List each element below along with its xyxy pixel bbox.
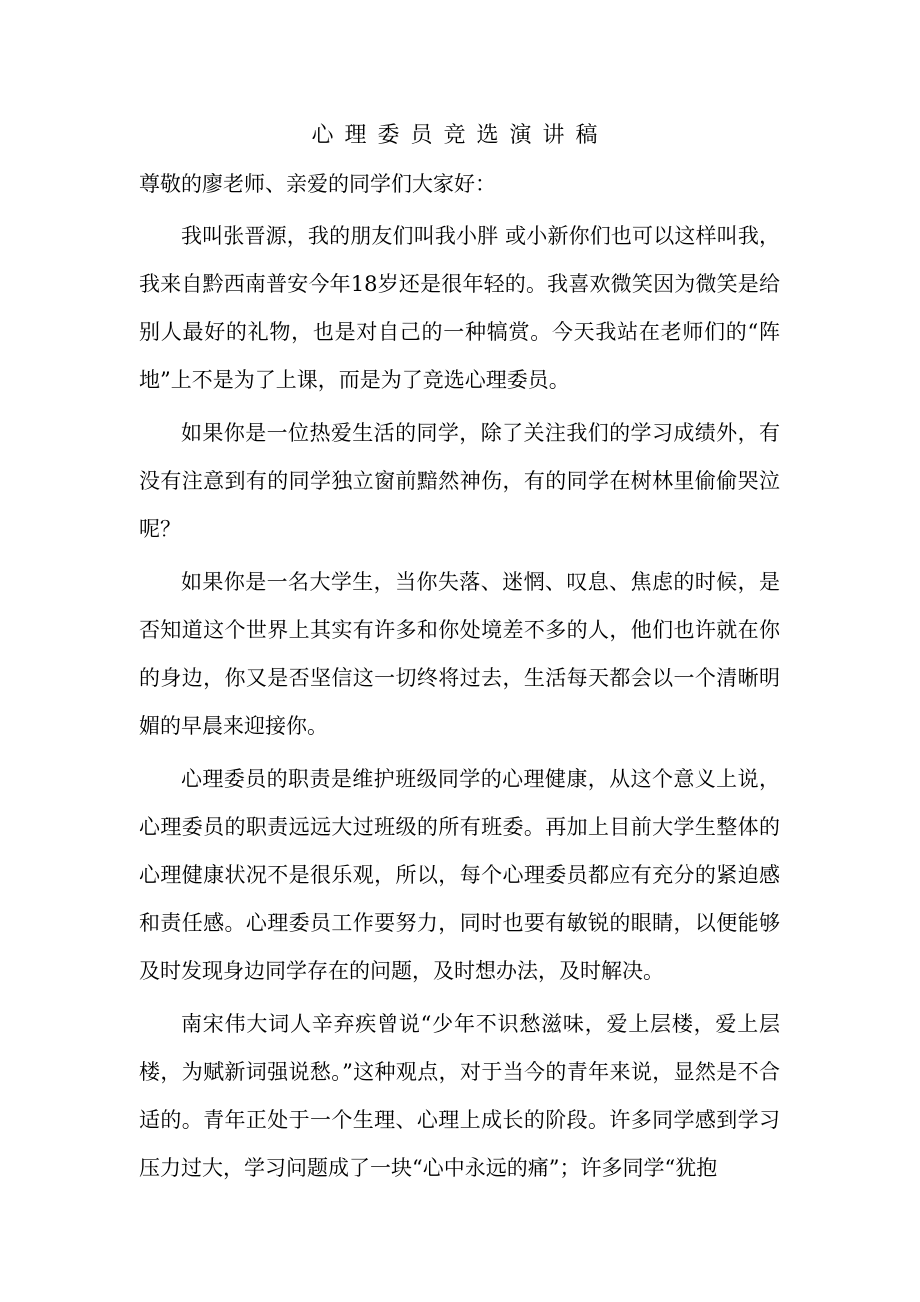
page-title: 心理委员竞选演讲稿 — [311, 123, 609, 148]
paragraph-college-student: 如果你是一名大学生，当你失落、迷惘、叹息、焦虑的时候，是否知道这个世界上其实有许多和你处境差不多的人，他们也许就在你的身边，你又是否坚信这一切终将过去，生活每天都会以一个清晰明媚的早晨来迎接你。 — [139, 570, 780, 738]
salutation: 尊敬的廖老师、亲爱的同学们大家好： — [139, 172, 496, 196]
paragraph-xin-qiji-quote: 南宋伟大词人辛弃疾曾说“少年不识愁滋味，爱上层楼，爱上层楼，为赋新词强说愁。”这种观点，对于当今的青年来说，显然是不合适的。青年正处于一个生理、心理上成长的阶段。许多同学感到学习压力过大，学习问题成了一块“心中永远的痛”；许多同学“犹抱 — [139, 1012, 780, 1180]
speech-body — [139, 212, 780, 1197]
paragraph-introduction: 我叫张晋源，我的朋友们叫我小胖 或小新你们也可以这样叫我，我来自黔西南普安今年18岁还是很年轻的。我喜欢微笑因为微笑是给别人最好的礼物，也是对自己的一种犒赏。今天我站在老师们的“阵地”上不是为了上课，而是为了竞选心理委员。 — [139, 224, 780, 392]
paragraph-duties: 心理委员的职责是维护班级同学的心理健康，从这个意义上说，心理委员的职责远远大过班级的所有班委。再加上目前大学生整体的心理健康状况不是很乐观，所以，每个心理委员都应有充分的紧迫感和责任感。心理委员工作要努力，同时也要有敏锐的眼睛，以便能够及时发现身边同学存在的问题，及时想办法，及时解决。 — [139, 767, 780, 983]
paragraph-caring-classmates: 如果你是一位热爱生活的同学，除了关注我们的学习成绩外，有没有注意到有的同学独立窗前黯然神伤，有的同学在树林里偷偷哭泣呢？ — [139, 421, 780, 541]
